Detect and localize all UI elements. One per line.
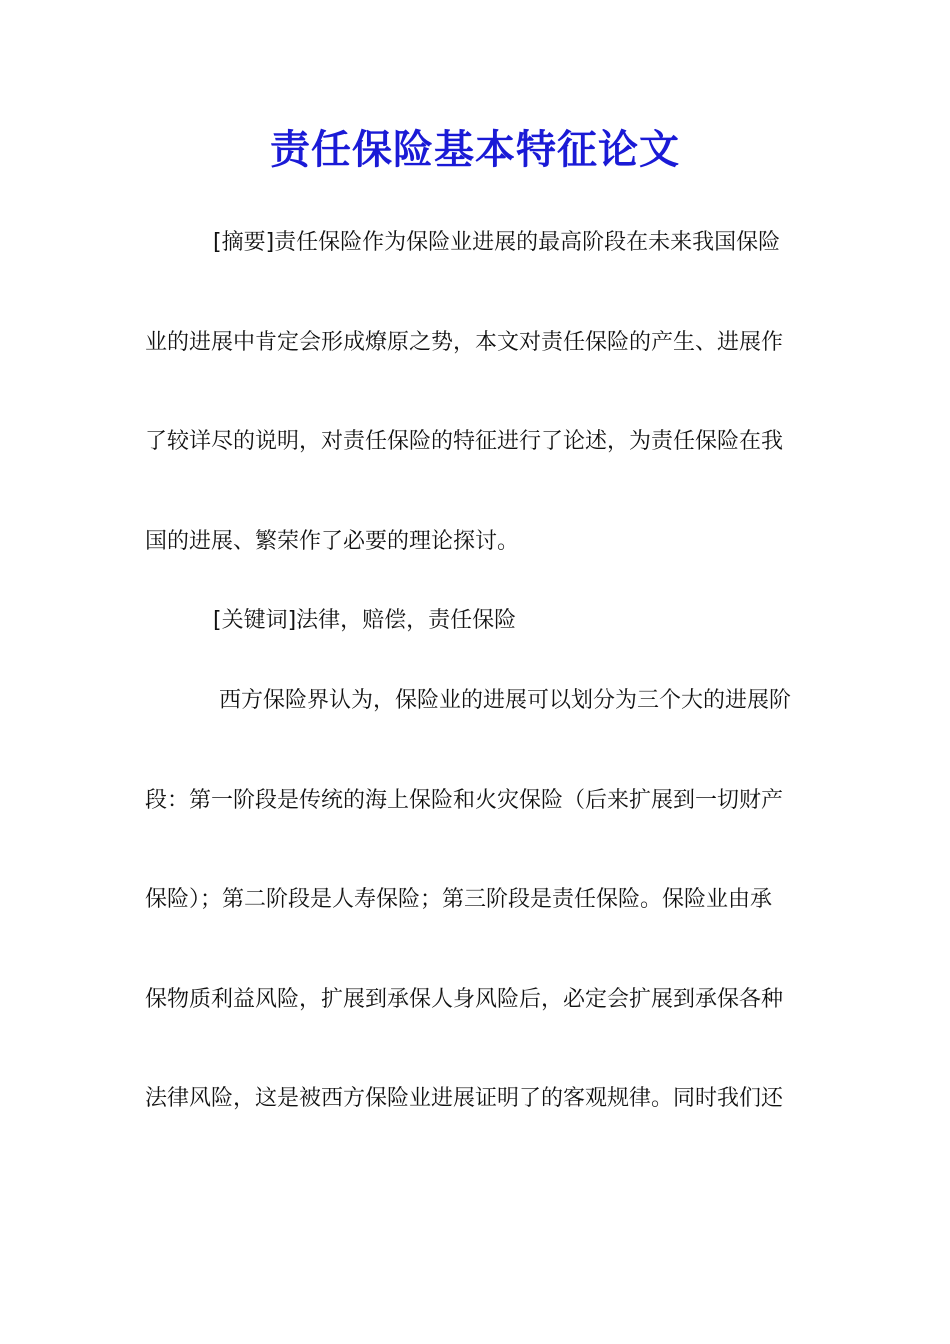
- abstract-line-1: [摘要]责任保险作为保险业进展的最高阶段在未来我国保险: [213, 230, 781, 255]
- keywords-line: [关键词]法律，赔偿，责任保险: [213, 608, 517, 633]
- body-line-4: 保物质利益风险，扩展到承保人身风险后，必定会扩展到承保各种: [145, 987, 784, 1012]
- abstract-line-4: 国的进展、繁荣作了必要的理论探讨。: [145, 529, 520, 554]
- body-line-3: 保险）；第二阶段是人寿保险；第三阶段是责任保险。保险业由承: [145, 887, 773, 912]
- body-line-2: 段：第一阶段是传统的海上保险和火灾保险（后来扩展到一切财产: [145, 788, 784, 813]
- abstract-line-3: 了较详尽的说明，对责任保险的特征进行了论述，为责任保险在我: [145, 429, 784, 454]
- body-line-1: 西方保险界认为，保险业的进展可以划分为三个大的进展阶: [219, 688, 792, 713]
- document-title: 责任保险基本特征论文: [270, 126, 680, 173]
- abstract-line-2: 业的进展中肯定会形成燎原之势，本文对责任保险的产生、进展作: [145, 330, 784, 355]
- body-line-5: 法律风险，这是被西方保险业进展证明了的客观规律。同时我们还: [145, 1086, 784, 1111]
